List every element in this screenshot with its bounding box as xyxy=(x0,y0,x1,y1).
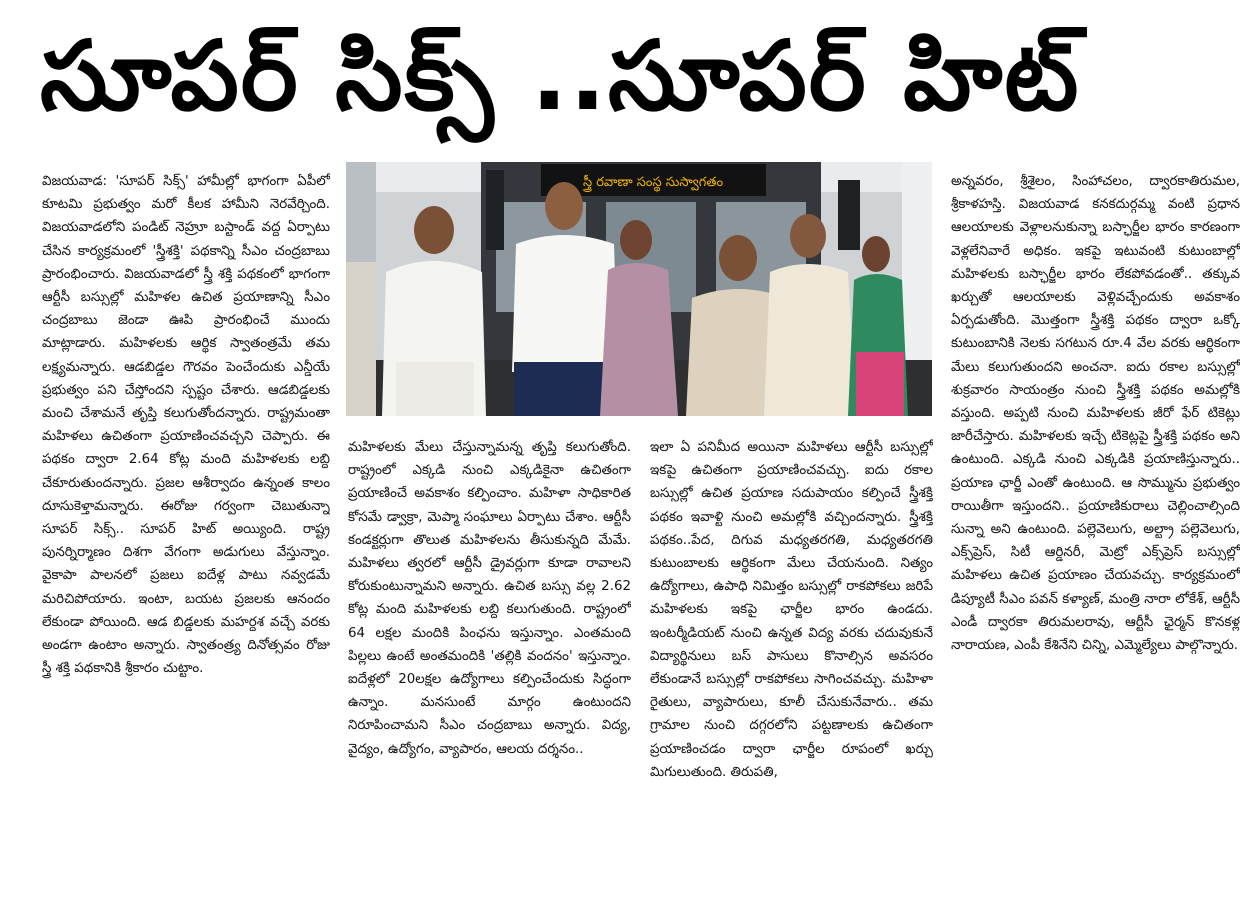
article-column-2: మహిళలకు మేలు చేస్తున్నామన్న తృప్తి కలుగుతోంది. రాష్ట్రంలో ఎక్కడి నుంచి ఎక్కడికైనా ఉచితంగా ప్రయాణించే అవకాశం కల్పించాం. మహిళా సాధికారిత కోసమే డ్వాక్రా, మెప్మా సంఘాలు ఏర్పాటు చేశాం. ఆర్టీసీ కండక్టర్లుగా తొలుత మహిళలను తీసుకున్నది మేమే. మహిళలు త్వరలో ఆర్టీసీ డ్రైవర్లుగా కూడా రావాలని కోరుకుంటున్నామని అన్నారు. ఉచిత బస్సు వల్ల 2.62 కోట్ల మంది మహిళలకు లబ్ది కలుగుతుంది. రాష్ట్రంలో 64 లక్షల మందికి పింఛను ఇస్తున్నాం. ఎంతమంది పిల్లలు ఉంటే అంతమందికి 'తల్లికి వందనం' ఇస్తున్నాం. ఐదేళ్లలో 20లక్షల ఉద్యోగాలు కల్పించేందుకు సిద్ధంగా ఉన్నాం. మనసుంటే మార్గం ఉంటుందని నిరూపించామని సీఎం చంద్రబాబు అన్నారు. విద్య, వైద్యం, ఉద్యోగం, వ్యాపారం, ఆలయ దర్శనం.. xyxy=(348,440,631,757)
article-column-4: అన్నవరం, శ్రీశైలం, సింహాచలం, ద్వారకాతిరుమల, శ్రీకాళహస్తి. విజయవాడ కనకదుర్గమ్మ వంటి ప్రధాన ఆలయాలకు వెళ్లాలనుకున్నా బస్ఛార్జీల భారం కారణంగా వెళ్లలేనివారే అధికం. ఇకపై ఇటువంటి కుటుంబాల్లో మహిళలకు బస్ఛార్జీల భారం లేకపోవడంతో.. తక్కువ ఖర్చుతో ఆలయాలకు వెళ్లివచ్చేందుకు అవకాశం ఏర్పడుతోంది. మొత్తంగా స్త్రీశక్తి పథకం ద్వారా ఒక్కో కుటుంబానికి నెలకు సగటున రూ.4 వేల వరకు ఆర్థికంగా మేలు కలుగుతుందని అంచనా. ఐదు రకాల బస్సుల్లో శుక్రవారం సాయంత్రం నుంచి స్త్రీశక్తి పథకం అమల్లోకి వస్తుంది. అప్పటి నుంచి మహిళలకు జీరో ఫేర్ టికెట్లు జారీచేస్తారు. మహిళలకు ఇచ్చే టికెట్లపై స్త్రీశక్తి పథకం అని ఉంటుంది. ఎక్కడి నుంచి ఎక్కడికి ప్రయాణిస్తున్నారు.. ప్రయాణ ఛార్జీ ఎంతో ఉంటుంది. ఆ సొమ్మును ప్రభుత్వం రాయితీగా ఇస్తుందని.. ప్రయాణికురాలు చెల్లించాల్సింది సున్నా అని ఉంటుంది. పల్లెవెలుగు, అల్ట్రా పల్లెవెలుగు, ఎక్స్‌ప్రెస్, సిటీ ఆర్డినరీ, మెట్రో ఎక్స్‌ప్రెస్ బస్సుల్లో మహిళలు ఉచిత ప్రయాణం చేయవచ్చు. కార్యక్రమంలో డిప్యూటీ సీఎం పవన్ కళ్యాణ్, మంత్రి నారా లోకేశ్, ఆర్టీసీ ఎండీ ద్వారకా తిరుమలరావు, ఆర్టీసీ ఛైర్మన్ కొనకళ్ల నారాయణ, ఎంపీ కేశినేని చిన్ని, ఎమ్మెల్యేలు పాల్గొన్నారు. xyxy=(951,174,1240,654)
news-photo-illustration xyxy=(346,162,932,416)
news-photo xyxy=(346,162,932,416)
bus-sign-text: స్త్రీ రవాణా సంస్థ సుస్వాగతం xyxy=(582,175,724,190)
person-1 xyxy=(346,262,376,416)
headline: సూపర్ సిక్స్ ..సూపర్ హిట్ xyxy=(40,20,1081,132)
article-column-1: విజయవాడ: 'సూపర్ సిక్స్' హామీల్లో భాగంగా ఏపీలో కూటమి ప్రభుత్వం మరో కీలక హామీని నెరవేర్చింది. విజయవాడలోని పండిట్ నెహ్రూ బస్టాండ్ వద్ద ఏర్పాటు చేసిన కార్యక్రమంలో 'స్త్రీశక్తి' పథకాన్ని సీఎం చంద్రబాబు ప్రారంభించారు. విజయవాడలో స్త్రీ శక్తి పథకంలో భాగంగా ఆర్టీసీ బస్సుల్లో మహిళల ఉచిత ప్రయాణాన్ని సీఎం చంద్రబాబు జెండా ఊపి ప్రారంభించే ముందు మాట్లాడారు. మహిళలకు ఆర్థిక స్వాతంత్రమే తమ లక్ష్యమన్నారు. ఆడబిడ్డల గౌరవం పెంచేందుకు ఎన్డీయే ప్రభుత్వం పని చేస్తోందని స్పష్టం చేశారు. ఆడబిడ్డలకు మంచి చేశామనే తృప్తి కలుగుతోందన్నారు. రాష్ట్రమంతా మహిళలు ఉచితంగా ప్రయాణించవచ్చని చెప్పారు. ఈ పథకం ద్వారా 2.64 కోట్ల మంది మహిళలకు లబ్ది చేకూరుతుందన్నారు. ప్రజల ఆశీర్వాదం ఉన్నంత కాలం దూసుకెళ్తామన్నారు. ఈరోజు గర్వంగా చెబుతున్నా సూపర్ సిక్స్.. సూపర్ హిట్ అయ్యింది. రాష్ట్ర పునర్నిర్మాణం దిశగా వేగంగా అడుగులు వేస్తున్నాం. వైకాపా పాలనలో ప్రజలు ఐదేళ్ల పాటు నవ్వడమే మరిచిపోయారు. ఇంటా, బయట ప్రజలకు ఆనందం లేకుండా పోయింది. ఆడ బిడ్డలకు మహర్దశ వచ్చే వరకు అండగా ఉంటాం అన్నారు. స్వాతంత్ర్య దినోత్సవం రోజు స్త్రీ శక్తి పథకానికి శ్రీకారం చుట్టాం. xyxy=(42,174,330,677)
article-column-3: ఇలా ఏ పనిమీద అయినా మహిళలు ఆర్టీసీ బస్సుల్లో ఇకపై ఉచితంగా ప్రయాణించవచ్చు. ఐదు రకాల బస్సుల్లో ఉచిత ప్రయాణ సదుపాయం కల్పించే స్త్రీశక్తి పథకం ఇవాళ్టి నుంచి అమల్లోకి వచ్చిందన్నారు. స్త్రీశక్తి పథకం..పేద, దిగువ మధ్యతరగతి, మధ్యతరగతి కుటుంబాలకు ఆర్థికంగా మేలు చేయనుంది. నిత్యం ఉద్యోగాలు, ఉపాధి నిమిత్తం బస్సుల్లో రాకపోకలు జరిపే మహిళలకు ఇకపై ఛార్జీల భారం ఉండదు. ఇంటర్మీడియట్ నుంచి ఉన్నత విద్య వరకు చదువుకునే విద్యార్థినులు బస్ పాసులు కొనాల్సిన అవసరం లేకుండానే బస్సుల్లో రాకపోకలు సాగించవచ్చు. మహిళా రైతులు, వ్యాపారులు, కూలీ చేసుకునేవారు.. తమ గ్రామాల నుంచి దగ్గరలోని పట్టణాలకు ఉచితంగా ప్రయాణించడం ద్వారా ఛార్జీల రూపంలో ఖర్చు మిగులుతుంది. తిరుపతి, xyxy=(650,440,933,780)
